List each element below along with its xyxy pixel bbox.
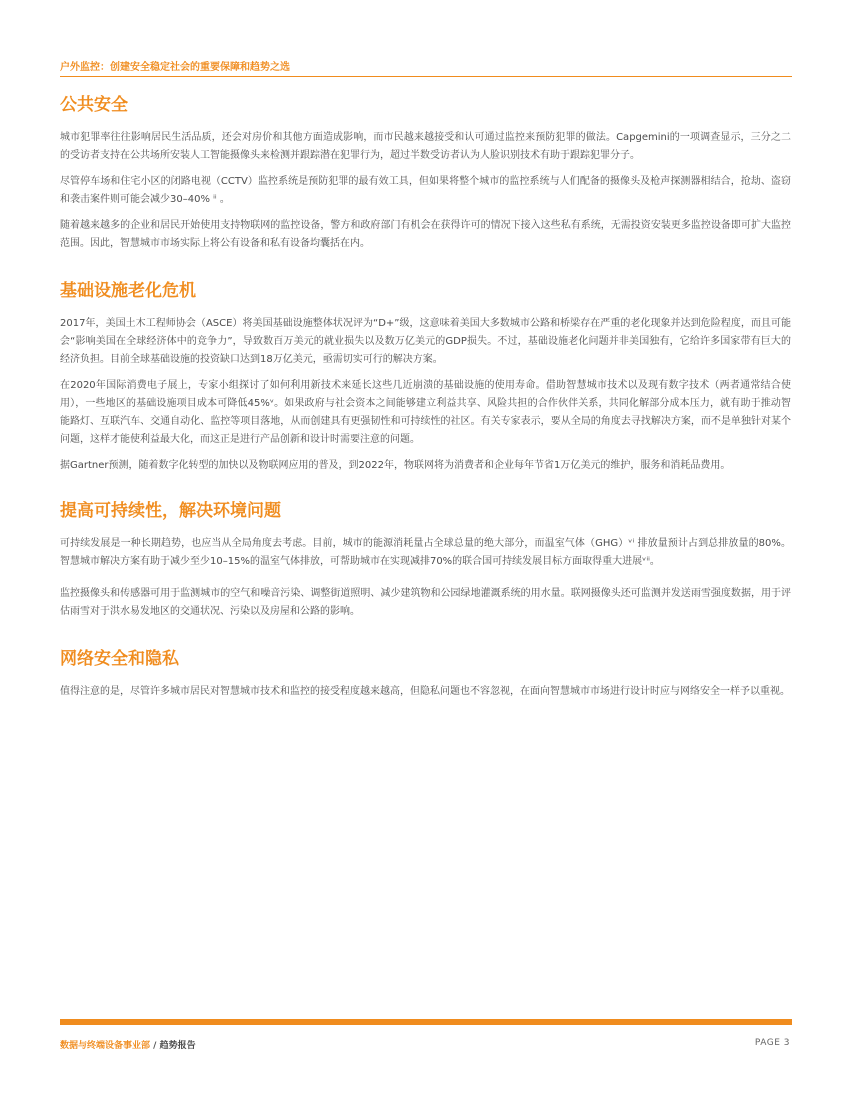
- section-public-safety: [60, 93, 791, 253]
- footer-divider: [60, 1019, 792, 1025]
- footer-department: 数据与终端设备事业部: [60, 1041, 151, 1051]
- paragraph: 值得注意的是，尽管许多城市居民对智慧城市技术和监控的接受程度越来越高，但隐私问题也不容忽视，在面向智慧城市市场进行设计时应与网络安全一样予以重视。: [60, 686, 790, 697]
- section-title: 提高可持续性，解决环境问题: [60, 501, 281, 521]
- section-title: 网络安全和隐私: [60, 649, 179, 669]
- footer-left: [60, 1038, 196, 1051]
- paragraph: 随着越来越多的企业和居民开始使用支持物联网的监控设备，警方和政府部门有机会在获得许可的情况下接入这些私有系统，无需投资安装更多监控设备即可扩大监控范围。因此，智慧城市市场实际上将公有设备和私有设备均囊括在内。: [60, 220, 791, 249]
- footer-report-type: 趋势报告: [159, 1041, 196, 1051]
- paragraph: 2017年，美国土木工程师协会（ASCE）将美国基础设施整体状况评为“D+”级，这意味着美国大多数城市公路和桥梁存在严重的老化现象并达到危险程度，而且可能会“影响美国在全球经济体中的竞争力”，导致数百万美元的就业损失以及数万亿美元的GDP损失。不过，基础设施老化问题并非美国独有，它给许多国家带有巨大的经济负担。目前全球基础设施的投资缺口达到18万亿美元，亟需切实可行的解决方案。: [60, 318, 791, 365]
- section-title: 基础设施老化危机: [60, 281, 196, 301]
- section-title: 公共安全: [60, 95, 128, 115]
- paragraph: 城市犯罪率往往影响居民生活品质，还会对房价和其他方面造成影响，而市民越来越接受和认可通过监控来预防犯罪的做法。Capgemini的一项调查显示，三分之二的受访者支持在公共场所安装人工智能摄像头来检测并跟踪潜在犯罪行为，超过半数受访者认为人脸识别技术有助于跟踪犯罪分子。: [60, 132, 791, 161]
- footer-separator: /: [153, 1041, 157, 1051]
- section-infrastructure: [60, 279, 791, 475]
- paragraph: 监控摄像头和传感器可用于监测城市的空气和噪音污染、调整街道照明、减少建筑物和公园绿地灌溉系统的用水量。联网摄像头还可监测并发送雨雪强度数据，用于评估雨雪对于洪水易发地区的交通状况、污染以及房屋和公路的影响。: [60, 588, 791, 617]
- page-content: [60, 93, 791, 709]
- paragraph: 可持续发展是一种长期趋势，也应当从全局角度去考虑。目前，城市的能源消耗量占全球总量的绝大部分，而温室气体（GHG）ᵛⁱ 排放量预计占到总排放量的80%。智慧城市解决方案有助于减少至少10–15%的温室气体排放，可帮助城市在实现减排70%的联合国可持续发展目标方面取得重大进展ᵛⁱⁱ。: [60, 538, 791, 567]
- paragraph: 据Gartner预测，随着数字化转型的加快以及物联网应用的普及，到2022年，物联网将为消费者和企业每年节省1万亿美元的维护，服务和消耗品费用。: [60, 460, 731, 471]
- page-number: PAGE 3: [754, 1038, 790, 1048]
- running-header: 户外监控：创建安全稳定社会的重要保障和趋势之选: [60, 62, 290, 73]
- paragraph: 尽管停车场和住宅小区的闭路电视（CCTV）监控系统是预防犯罪的最有效工具，但如果将整个城市的监控系统与人们配备的摄像头及枪声探测器相结合，抢劫、盗窃和袭击案件则可能会减少30–40% ⁱⁱ 。: [60, 176, 791, 205]
- section-sustainability: [60, 499, 791, 621]
- header-divider: [60, 76, 792, 77]
- paragraph: 在2020年国际消费电子展上，专家小组探讨了如何利用新技术来延长这些几近崩溃的基础设施的使用寿命。借助智慧城市技术以及现有数字技术（两者通常结合使用），一些地区的基础设施项目成本可降低45%ᵛ。如果政府与社会资本之间能够建立利益共享、风险共担的合作伙伴关系，共同化解部分成本压力，就有助于推动智能路灯、互联汽车、交通自动化、监控等项目落地，从而创建具有更强韧性和可持续性的社区。有关专家表示，要从全局的角度去寻找解决方案，而不是单独针对某个问题，这样才能使利益最大化，而这正是进行产品创新和设计时需要注意的问题。: [60, 380, 791, 445]
- section-cybersecurity: [60, 647, 791, 701]
